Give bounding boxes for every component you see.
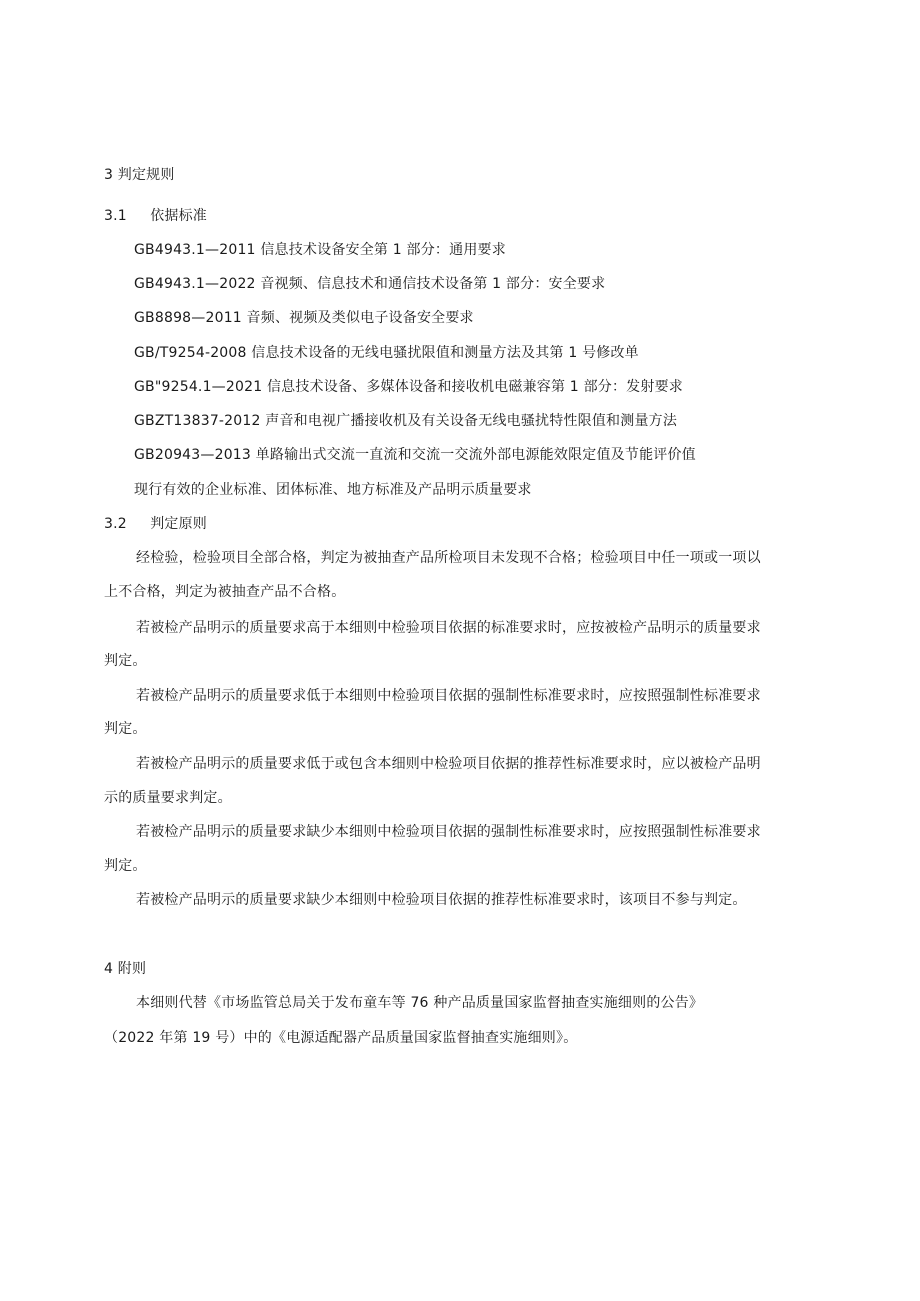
section-4-title: 4 附则 (104, 961, 147, 977)
standard-item: GB4943.1—2022 音视频、信息技术和通信技术设备第 1 部分：安全要求 (134, 276, 606, 292)
paragraph-line: 经检验，检验项目全部合格，判定为被抽查产品所检项目未发现不合格；检验项目中任一项或一项以 (136, 550, 761, 566)
paragraph-line: 若被检产品明示的质量要求低于本细则中检验项目依据的强制性标准要求时，应按照强制性标准要求 (136, 688, 761, 704)
standard-item: 现行有效的企业标准、团体标准、地方标准及产品明示质量要求 (134, 482, 532, 498)
section-3-title: 3 判定规则 (104, 167, 175, 183)
paragraph-line: 若被检产品明示的质量要求低于或包含本细则中检验项目依据的推荐性标准要求时，应以被检产品明 (136, 756, 761, 772)
paragraph-line: 若被检产品明示的质量要求高于本细则中检验项目依据的标准要求时，应按被检产品明示的质量要求 (136, 620, 761, 636)
paragraph-line: （2022 年第 19 号）中的《电源适配器产品质量国家监督抽查实施细则》。 (104, 1030, 578, 1046)
standard-item: GB20943—2013 单路输出式交流一直流和交流一交流外部电源能效限定值及节能评价值 (134, 447, 696, 463)
subsection-3-2-number: 3.2 (104, 516, 127, 532)
standard-item: GBZT13837-2012 声音和电视广播接收机及有关设备无线电骚扰特性限值和测量方法 (134, 413, 678, 429)
paragraph-line: 示的质量要求判定。 (104, 790, 232, 806)
paragraph-line: 本细则代替《市场监管总局关于发布童车等 76 种产品质量国家监督抽查实施细则的公告》 (136, 995, 704, 1011)
standard-item: GB8898—2011 音频、视频及类似电子设备安全要求 (134, 310, 474, 326)
subsection-3-1-title: 依据标准 (150, 208, 207, 224)
paragraph-line: 若被检产品明示的质量要求缺少本细则中检验项目依据的推荐性标准要求时，该项目不参与判定。 (136, 892, 747, 908)
standard-item: GB/T9254-2008 信息技术设备的无线电骚扰限值和测量方法及其第 1 号修改单 (134, 345, 639, 361)
paragraph-line: 判定。 (104, 721, 147, 737)
subsection-3-2-title: 判定原则 (150, 516, 207, 532)
paragraph-line: 若被检产品明示的质量要求缺少本细则中检验项目依据的强制性标准要求时，应按照强制性标准要求 (136, 824, 761, 840)
subsection-3-1-number: 3.1 (104, 208, 127, 224)
subsection-3-1 (104, 207, 207, 225)
paragraph-line: 上不合格，判定为被抽查产品不合格。 (104, 584, 346, 600)
subsection-3-2 (104, 515, 207, 533)
paragraph-line: 判定。 (104, 653, 147, 669)
standard-item: GB4943.1—2011 信息技术设备安全第 1 部分：通用要求 (134, 242, 506, 258)
standard-item: GB"9254.1—2021 信息技术设备、多媒体设备和接收机电磁兼容第 1 部分：发射要求 (134, 379, 683, 395)
paragraph-line: 判定。 (104, 858, 147, 874)
